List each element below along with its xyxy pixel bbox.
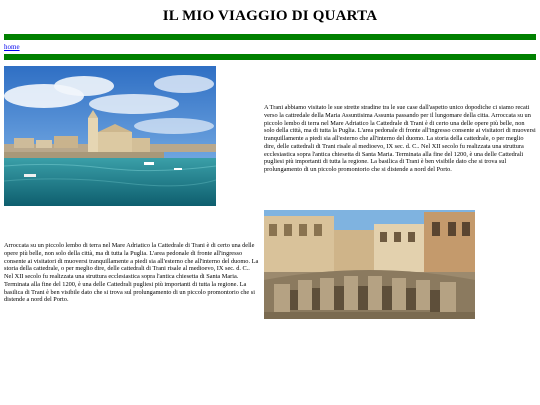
cathedral-photo xyxy=(4,66,216,206)
page-title: IL MIO VIAGGIO DI QUARTA xyxy=(162,8,378,24)
home-link[interactable]: home xyxy=(4,43,20,51)
amphitheatre-photo xyxy=(264,210,475,319)
bottom-green-divider xyxy=(4,54,536,60)
section2-paragraph: Arroccata su un piccolo lembo di terra nel Mare Adriatico la Cattedrale di Trani è di certo una delle opere più belle, non solo della città, ma di tutta la Puglia. L'area pedonale di fronte all'ingresso consente ai visitatori di muoversi tranquillamente a piedi sia all'esterno che all'interno del duomo. La storia della cattedrale, o per meglio dire, delle cattedrali di Trani risale al medioevo, IX sec. d. C.. Nel XII secolo fu realizzata una struttura ecclesiastica sopra l'antica chiesetta di Santa Maria. Terminata alla fine del 1200, è una delle Cattedrali pugliesi più importanti di tutta la regione. La basilica di Trani è ben visibile dato che si trova sul prolungamento di un piccolo promontorio che si distende a nord del Porto. xyxy=(4,242,259,304)
top-green-divider xyxy=(4,34,536,40)
section1-paragraph: A Trani abbiamo visitato le sue strette stradine tra le sue case dall'aspetto unico dopodiche ci siamo recati verso la cattredale della Maria Assuntisima Assunta passando per il lungomare della citta. Arroccata su un piccolo lembo di terra nel Mare Adriatico la Cattedrale di Trani è di certo una delle opere più belle, non solo della città, ma di tutta la Puglia. L'area pedonale di fronte all'ingresso consente ai visitatori di muoversi tranquillamente a piedi sia all'esterno che all'interno del duomo. La storia della cattedrale, o per meglio dire, delle cattedrali di Trani risale al medioevo, IX sec. d. C.. Nel XII secolo fu realizzata una struttura ecclesiastica sopra l'antica chiesetta di Santa Maria. Terminata alla fine del 1200, è una delle Cattedrali pugliesi più importanti di tutta la regione. La basilica di Trani è ben visibile dato che si trova sul prolungamento di un piccolo promontorio che si distende a nord del Porto. xyxy=(264,104,536,173)
